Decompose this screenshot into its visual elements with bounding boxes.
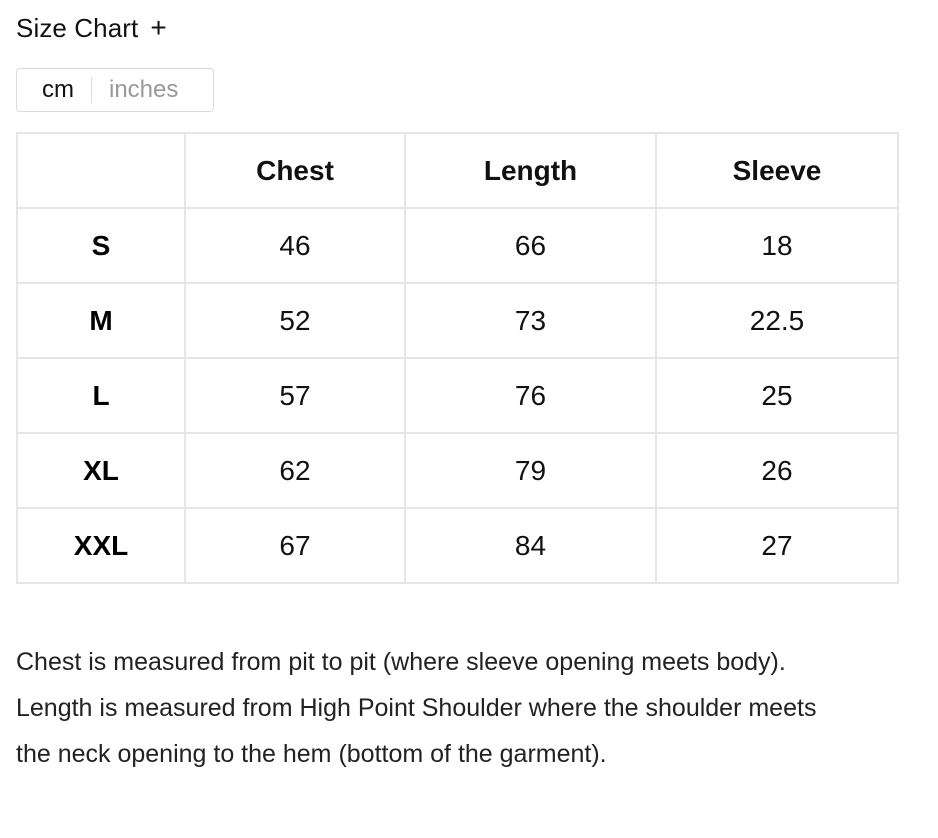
chest-cell: 46 — [185, 208, 405, 283]
sleeve-cell: 22.5 — [656, 283, 898, 358]
table-row — [17, 208, 898, 283]
unit-option-inches[interactable]: inches — [109, 76, 179, 103]
length-cell: 73 — [405, 283, 656, 358]
chest-cell: 67 — [185, 508, 405, 583]
header-cell-chest: Chest — [185, 133, 405, 208]
table-row — [17, 283, 898, 358]
size-chart-title: Size Chart — [16, 12, 139, 43]
size-table — [16, 132, 899, 584]
table-row — [17, 358, 898, 433]
header-cell-empty — [17, 133, 185, 208]
length-cell: 76 — [405, 358, 656, 433]
unit-toggle-divider — [91, 77, 92, 103]
size-label-cell: L — [17, 358, 185, 433]
chest-cell: 52 — [185, 283, 405, 358]
table-row — [17, 508, 898, 583]
expand-plus-icon[interactable]: + — [150, 12, 167, 43]
size-label-cell: XXL — [17, 508, 185, 583]
length-cell: 66 — [405, 208, 656, 283]
sleeve-cell: 18 — [656, 208, 898, 283]
table-header-row — [17, 133, 898, 208]
header-cell-sleeve: Sleeve — [656, 133, 898, 208]
length-cell: 79 — [405, 433, 656, 508]
length-cell: 84 — [405, 508, 656, 583]
size-label-cell: XL — [17, 433, 185, 508]
unit-option-cm[interactable]: cm — [42, 76, 74, 103]
size-label-cell: M — [17, 283, 185, 358]
sleeve-cell: 27 — [656, 508, 898, 583]
header-cell-length: Length — [405, 133, 656, 208]
table-row — [17, 433, 898, 508]
chest-cell: 57 — [185, 358, 405, 433]
sleeve-cell: 25 — [656, 358, 898, 433]
measurement-note: Chest is measured from pit to pit (where sleeve opening meets body). Length is measured from High Point Shoulder where the shoulder meets the neck opening to the hem (bottom of the garment). — [16, 648, 817, 768]
unit-toggle — [16, 68, 214, 112]
size-chart-header[interactable] — [16, 10, 167, 46]
size-label-cell: S — [17, 208, 185, 283]
sleeve-cell: 26 — [656, 433, 898, 508]
chest-cell: 62 — [185, 433, 405, 508]
